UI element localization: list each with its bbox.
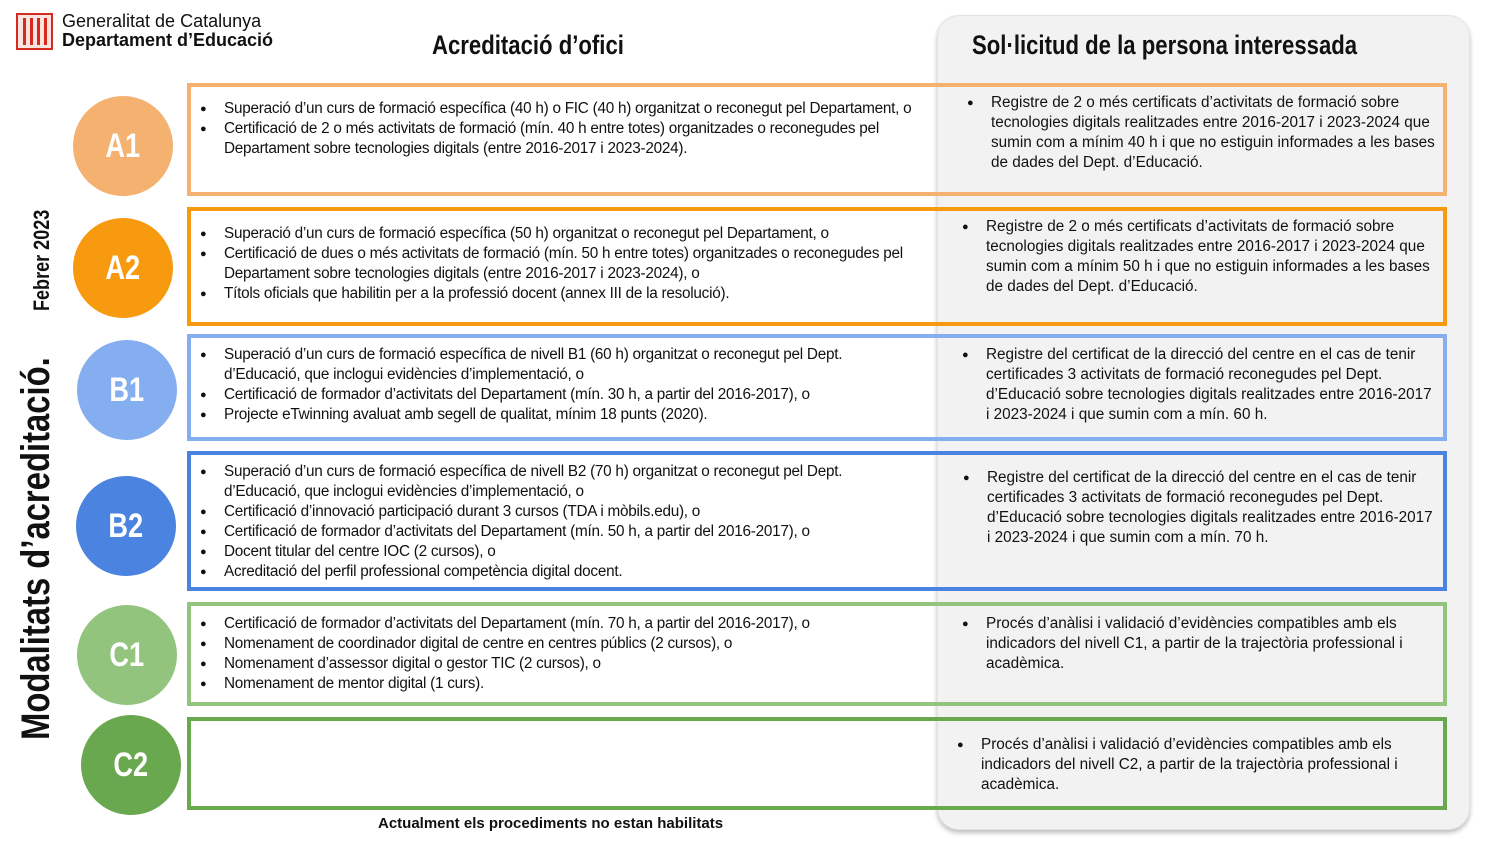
list-item: ● Registre del certificat de la direcció del centre en el cas de tenir certificades 3 activitats de formació reconegudes pel Dept. d’Educació sobre tecnologies digitals realitzades entre 2016-2017 i 2023-2024 i que sumin com a mín. 70 h.	[963, 468, 1433, 548]
list-item: ● Certificació de 2 o més activitats de formació (mín. 40 h entre totes) organitzades o reconegudes pel Departament sobre tecnologies digitals (entre 2016-2017 i 2023-2024).	[200, 119, 920, 159]
level-badge-a2: A2	[73, 218, 173, 318]
ofici-list-a2	[200, 224, 930, 304]
sollicitud-list-c2	[957, 735, 1427, 795]
list-item: ● Certificació de formador d’activitats del Departament (mín. 70 h, a partir del 2016-2017), o	[200, 614, 930, 634]
list-item: ● Superació d’un curs de formació específica de nivell B1 (60 h) organitzat o reconegut pel Dept. d’Educació, que inclogui evidències d’implementació, o	[200, 345, 920, 385]
department-name: Departament d’Educació	[62, 30, 274, 50]
org-name: Generalitat de Catalunya	[62, 11, 262, 31]
ofici-list-b1	[200, 345, 920, 425]
list-item: ● Nomenament de coordinador digital de centre en centres públics (2 cursos), o	[200, 634, 930, 654]
sollicitud-list-a2	[962, 217, 1432, 297]
list-item: ● Registre de 2 o més certificats d’activitats de formació sobre tecnologies digitals realitzades entre 2016-2017 i 2023-2024 que sumin com a mínim 50 h i que no estiguin informades a les bases de dades del Dept. d’Educació.	[962, 217, 1432, 297]
column-title-ofici: Acreditació d’ofici	[432, 30, 624, 60]
list-item: ● Acreditació del perfil professional competència digital docent.	[200, 562, 920, 582]
ofici-list-a1	[200, 99, 920, 159]
level-badge-b2: B2	[76, 476, 176, 576]
list-item: ● Certificació de formador d’activitats del Departament (mín. 50 h, a partir del 2016-2017), o	[200, 522, 920, 542]
list-item: ● Nomenament d’assessor digital o gestor TIC (2 cursos), o	[200, 654, 930, 674]
list-item: ● Superació d’un curs de formació específica de nivell B2 (70 h) organitzat o reconegut pel Dept. d’Educació, que inclogui evidències d’implementació, o	[200, 462, 920, 502]
generalitat-logo	[16, 12, 273, 50]
list-item: ● Registre del certificat de la direcció del centre en el cas de tenir certificades 3 activitats de formació reconegudes pel Dept. d’Educació sobre tecnologies digitals realitzades entre 2016-2017 i 2023-2024 i que sumin com a mín. 60 h.	[962, 345, 1432, 425]
footnote: Actualment els procediments no estan habilitats	[378, 815, 724, 832]
list-item: ● Nomenament de mentor digital (1 curs).	[200, 674, 930, 694]
list-item: ● Superació d’un curs de formació específica (50 h) organitzat o reconegut pel Departament, o	[200, 224, 930, 244]
ofici-list-b2	[200, 462, 920, 582]
list-item: ● Certificació de dues o més activitats de formació (mín. 50 h entre totes) organitzades o reconegudes pel Departament sobre tecnologies digitals (entre 2016-2017 i 2023-2024), o	[200, 244, 930, 284]
sollicitud-list-c1	[962, 614, 1432, 674]
list-item: ● Docent titular del centre IOC (2 cursos), o	[200, 542, 920, 562]
sollicitud-list-a1	[967, 93, 1437, 173]
list-item: ● Registre de 2 o més certificats d’activitats de formació sobre tecnologies digitals realitzades entre 2016-2017 i 2023-2024 que sumin com a mínim 40 h i que no estiguin informades a les bases de dades del Dept. d’Educació.	[967, 93, 1437, 173]
list-item: ● Certificació de formador d’activitats del Departament (mín. 30 h, a partir del 2016-2017), o	[200, 385, 920, 405]
list-item: ● Títols oficials que habilitin per a la professió docent (annex III de la resolució).	[200, 284, 930, 304]
list-item: ● Certificació d’innovació participació durant 3 cursos (TDA i mòbils.edu), o	[200, 502, 920, 522]
list-item: ● Superació d’un curs de formació específica (40 h) o FIC (40 h) organitzat o reconegut pel Departament, o	[200, 99, 920, 119]
sollicitud-list-b1	[962, 345, 1432, 425]
list-item: ● Procés d’anàlisi i validació d’evidències compatibles amb els indicadors del nivell C1, a partir de la trajectòria professional i acadèmica.	[962, 614, 1432, 674]
column-title-sollicitud: Sol·licitud de la persona interessada	[972, 30, 1358, 60]
sollicitud-list-b2	[963, 468, 1433, 548]
ofici-list-c1	[200, 614, 930, 694]
level-badge-b1: B1	[77, 340, 177, 440]
level-badge-a1: A1	[73, 96, 173, 196]
level-badge-c1: C1	[77, 605, 177, 705]
list-item: ● Projecte eTwinning avaluat amb segell de qualitat, mínim 18 punts (2020).	[200, 405, 920, 425]
list-item: ● Procés d’anàlisi i validació d’evidències compatibles amb els indicadors del nivell C2, a partir de la trajectòria professional i acadèmica.	[957, 735, 1427, 795]
side-title	[14, 187, 59, 740]
side-title-main: Modalitats d’acreditació.	[14, 357, 58, 740]
side-title-date: Febrer 2023	[29, 209, 54, 311]
level-badge-c2: C2	[81, 715, 181, 815]
senyera-emblem-icon	[16, 13, 53, 50]
